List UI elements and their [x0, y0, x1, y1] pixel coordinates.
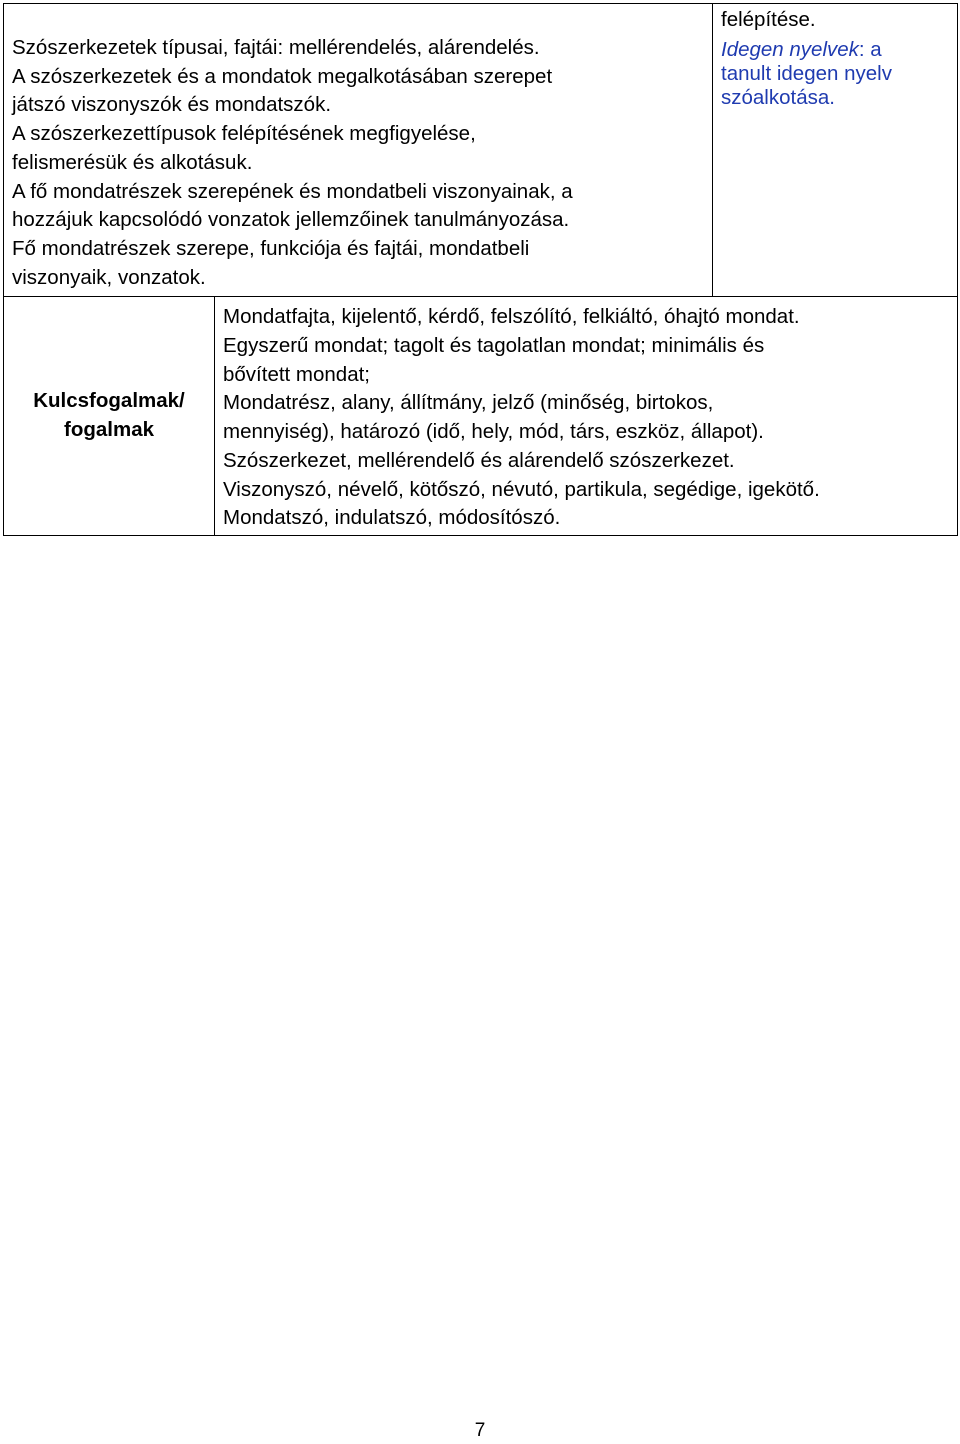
text-line: felépítése. [721, 8, 816, 31]
text-line: hozzájuk kapcsolódó vonzatok jellemzőinek tanulmányozása. [12, 208, 570, 232]
text-line: mennyiség), határozó (idő, hely, mód, társ, eszköz, állapot). [223, 420, 764, 444]
key-concepts-cell [215, 297, 958, 536]
table-row-content [4, 4, 958, 297]
text-line: A fő mondatrészek szerepének és mondatbeli viszonyainak, a [12, 179, 573, 203]
text-line: Egyszerű mondat; tagolt és tagolatlan mondat; minimális és [223, 334, 765, 358]
label-line: Kulcsfogalmak/ [33, 389, 185, 413]
text-line: bővített mondat; [223, 362, 371, 386]
label-line: fogalmak [64, 418, 154, 442]
cross-reference-line [721, 38, 949, 62]
text-line: felismerésük és alkotásuk. [12, 150, 253, 174]
table-row-key-concepts [4, 297, 958, 536]
text-line: viszonyaik, vonzatok. [12, 265, 206, 289]
text-line: Szószerkezet, mellérendelő és alárendelő szószerkezet. [223, 448, 735, 472]
text-line: Mondatfajta, kijelentő, kérdő, felszólító, felkiáltó, óhajtó mondat. [223, 305, 800, 329]
content-table [3, 3, 958, 536]
text-line: Fő mondatrészek szerepe, funkciója és fajtái, mondatbeli [12, 236, 530, 260]
text-line: A szószerkezetek és a mondatok megalkotásában szerepet [12, 64, 553, 88]
connections-cell [713, 4, 958, 297]
text-line: szóalkotása. [721, 86, 835, 109]
content-cell [4, 4, 713, 297]
text-line: Viszonyszó, névelő, kötőszó, névutó, partikula, segédige, igekötő. [223, 477, 820, 501]
text-line: Mondatrész, alany, állítmány, jelző (minőség, birtokos, [223, 391, 714, 415]
page-number: 7 [474, 1420, 486, 1441]
text-line: tanult idegen nyelv [721, 62, 892, 85]
text-line: Szószerkezetek típusai, fajtái: mellérendelés, alárendelés. [12, 36, 540, 59]
subject-link[interactable]: Idegen nyelvek [721, 38, 859, 61]
curriculum-table [3, 3, 957, 536]
key-concepts-label-cell [4, 297, 215, 536]
text-fragment: : a [858, 38, 882, 61]
text-line: játszó viszonyszók és mondatszók. [12, 93, 332, 117]
text-line: A szószerkezettípusok felépítésének megfigyelése, [12, 122, 476, 146]
text-line: Mondatszó, indulatszó, módosítószó. [223, 506, 561, 530]
